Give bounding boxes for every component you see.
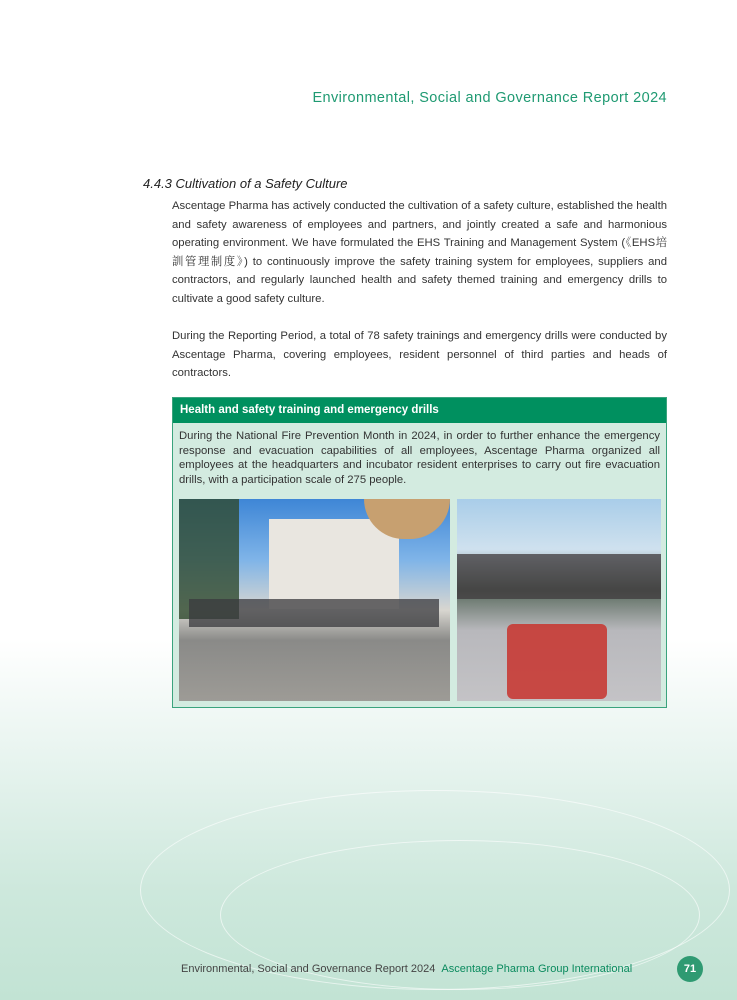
photo-fire-drill-building — [179, 499, 450, 701]
case-box-title: Health and safety training and emergency drills — [173, 398, 666, 423]
case-box-text: During the National Fire Prevention Month in 2024, in order to further enhance the emergency response and evacuation capabilities of all employees, Ascentage Pharma organized all employees at the headquarters and incubator resident enterprises to carry out fire evacuation drills, with a participation scale of 275 people. — [179, 430, 660, 486]
footer-company: Ascentage Pharma Group International — [441, 963, 633, 975]
paragraph: Ascentage Pharma has actively conducted the cultivation of a safety culture, established the health and safety awareness of employees and partners, and jointly created a safe and harmonious operating environment. We have formulated the EHS Training and Management System (《EHS培訓管理制度》) to continuously improve the safety training system for employees, suppliers and contractors, and regularly launched health and safety themed training and emergency drills to cultivate a good safety culture. — [172, 200, 667, 305]
photo-fire-extinguisher-drill — [457, 499, 661, 701]
building-shape — [269, 519, 399, 609]
crowd-shape — [189, 599, 439, 627]
crowd-shape — [457, 554, 661, 599]
case-box — [172, 397, 667, 708]
extinguishers-shape — [507, 624, 607, 699]
page-number: 71 — [677, 956, 703, 982]
page-header: Environmental, Social and Governance Report 2024 — [312, 90, 667, 106]
footer-report: Environmental, Social and Governance Report 2024 — [181, 963, 436, 975]
page-footer — [181, 963, 632, 975]
paragraph: During the Reporting Period, a total of 78 safety trainings and emergency drills were conducted by Ascentage Pharma, covering employees, resident personnel of third parties and heads of contractors. — [172, 330, 667, 380]
section-heading: 4.4.3 Cultivation of a Safety Culture — [143, 176, 348, 191]
